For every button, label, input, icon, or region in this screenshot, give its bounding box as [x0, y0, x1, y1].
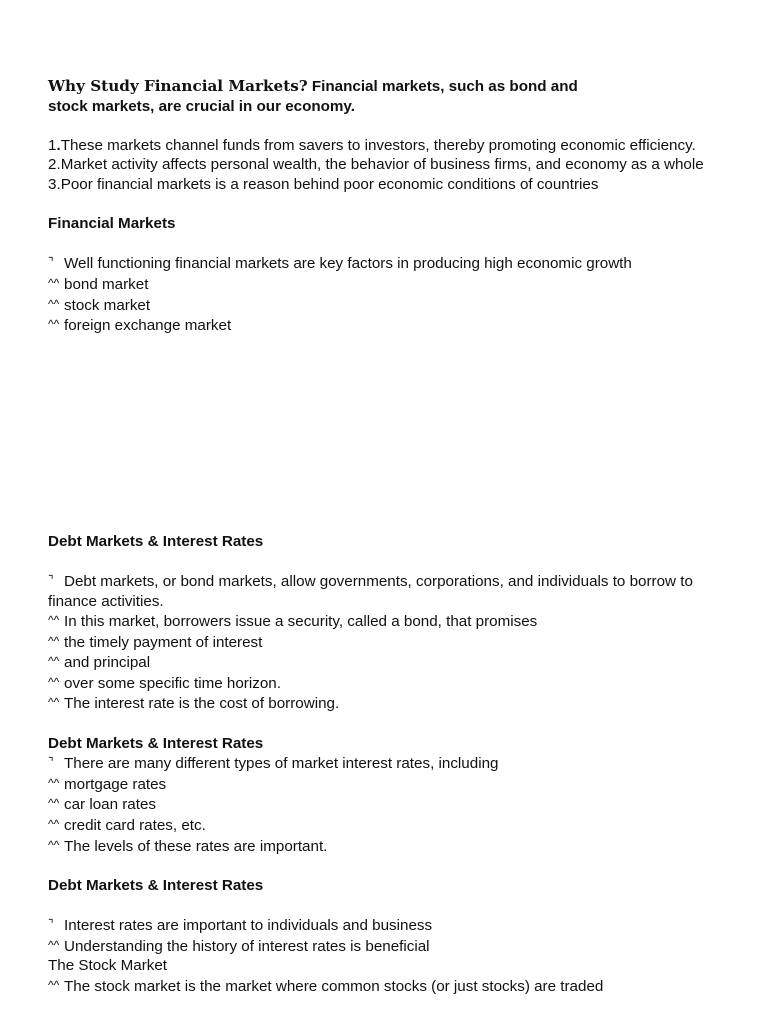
sub-bullet: ^^ Understanding the history of interest rates is beneficial — [48, 937, 430, 955]
sub-bullet: ^^ over some specific time horizon. — [48, 674, 281, 692]
sub-bullet: ^^ The stock market is the market where common stocks (or just stocks) are traded — [48, 977, 604, 995]
section-heading: Debt Markets & Interest Rates — [48, 876, 264, 894]
sub-bullet: ^^ foreign exchange market — [48, 317, 232, 335]
bullet-lead: ⌝ There are many different types of market interest rates, including — [48, 755, 499, 773]
sub-bullet: ^^ mortgage rates — [48, 775, 167, 793]
sub-bullet: ^^ The levels of these rates are important. — [48, 837, 328, 855]
intro-title-line2: stock markets, are crucial in our economy. — [48, 97, 355, 115]
sub-bullet: ^^ the timely payment of interest — [48, 633, 263, 651]
sub-bullet: ^^ stock market — [48, 296, 151, 314]
sub-bullet-marker: ^^ — [48, 317, 60, 332]
intro-title-rest: Financial markets, such as bond and — [307, 78, 578, 95]
sub-bullet: ^^ and principal — [48, 654, 151, 672]
sub-bullet: ^^ credit card rates, etc. — [48, 817, 206, 835]
bullet-lead: ⌝ Well functioning financial markets are key factors in producing high economic growth — [48, 255, 632, 273]
section-heading: Financial Markets — [48, 215, 176, 233]
document-page — [48, 77, 728, 996]
intro-title — [48, 77, 728, 97]
sub-bullet: ^^ car loan rates — [48, 796, 157, 814]
bullet-marker: ⌝ — [48, 755, 54, 770]
bullet-lead: ⌝ Interest rates are important to individuals and business — [48, 917, 433, 934]
bullet-marker: ⌝ — [48, 572, 54, 587]
section-heading: Debt Markets & Interest Rates — [48, 734, 264, 752]
sub-bullet: ^^ bond market — [48, 275, 149, 293]
intro-title-serif: Why Study Financial Markets? — [48, 77, 308, 95]
sub-bullet: ^^ The interest rate is the cost of borrowing. — [48, 695, 340, 713]
reason-item: 2.Market activity affects personal wealth, the behavior of business firms, and economy as a whole — [48, 156, 704, 174]
sub-bullet: ^^ In this market, borrowers issue a security, called a bond, that promises — [48, 613, 538, 631]
reason-item: 3.Poor financial markets is a reason behind poor economic conditions of countries — [48, 175, 599, 193]
sub-bullet-marker: ^^ — [48, 296, 60, 311]
reasons-list — [48, 136, 728, 195]
stock-market-heading: The Stock Market — [48, 957, 168, 975]
reason-item: 1.These markets channel funds from savers to investors, thereby promoting economic efficiency. — [48, 136, 696, 154]
bullet-marker: ⌝ — [48, 255, 54, 270]
bullet-marker: ⌝ — [48, 917, 54, 931]
section-heading: Debt Markets & Interest Rates — [48, 532, 264, 550]
sub-bullet-marker: ^^ — [48, 275, 60, 290]
bullet-lead: ⌝ Debt markets, or bond markets, allow governments, corporations, and individuals to borrow to finance activities. — [48, 572, 693, 610]
